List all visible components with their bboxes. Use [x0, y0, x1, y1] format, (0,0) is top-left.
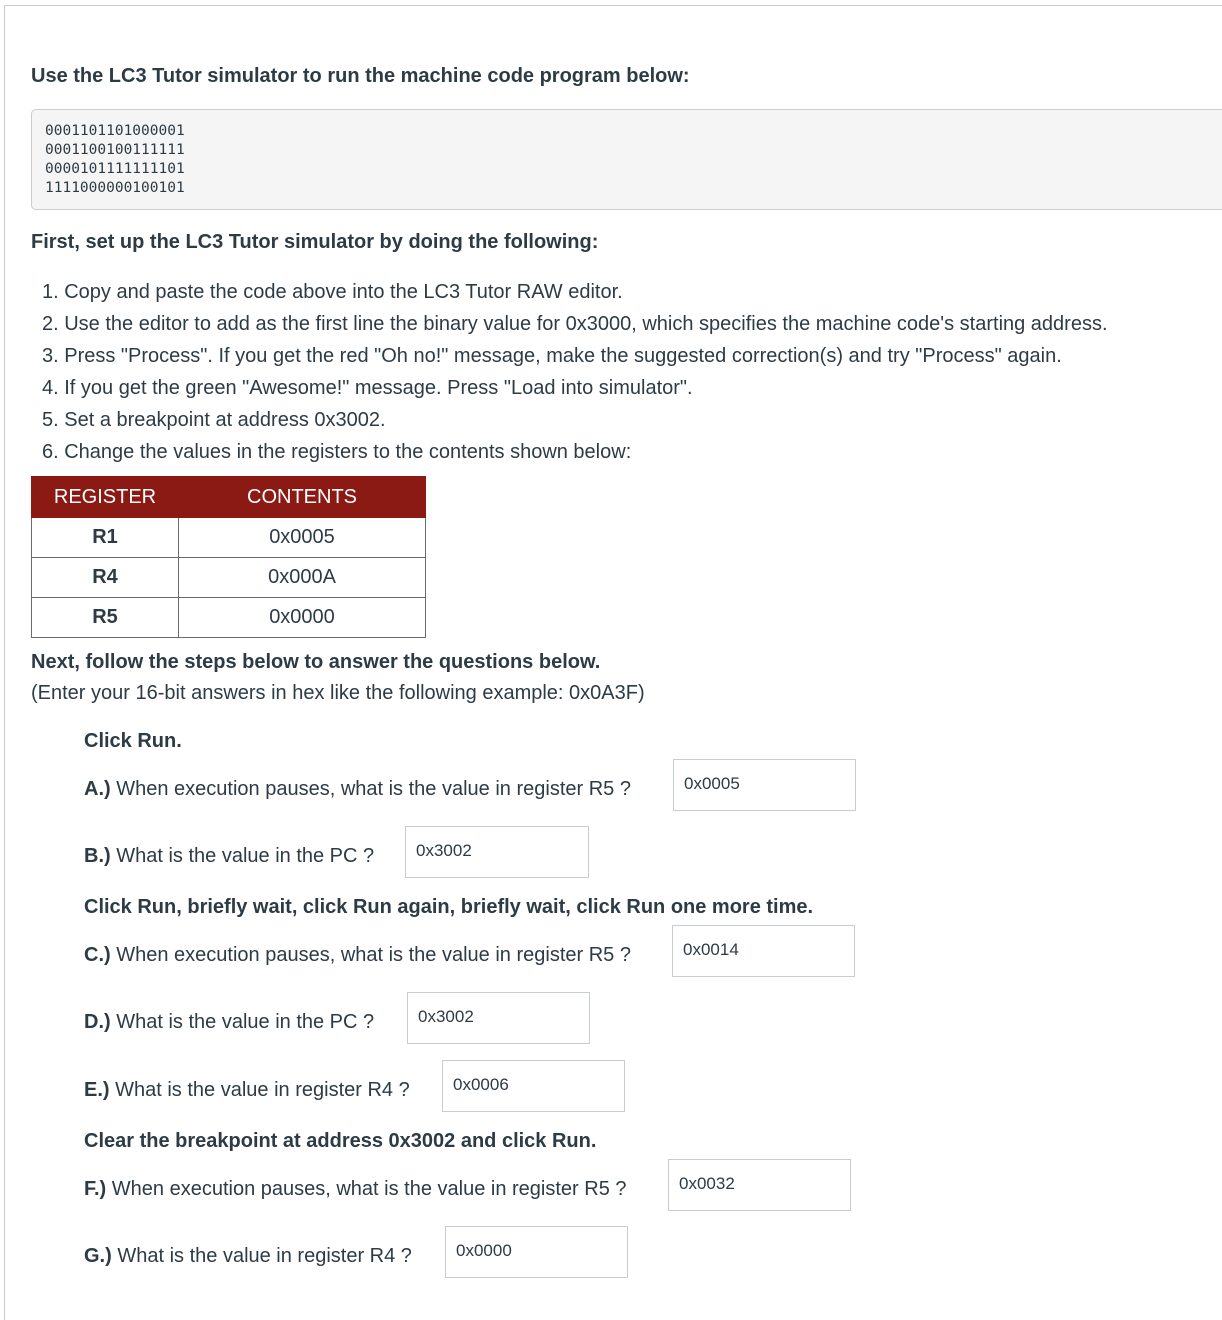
question-b [84, 845, 374, 868]
setup-step: 2. Use the editor to add as the first line the binary value for 0x3000, which specifies the machine code's starting address. [42, 313, 1108, 335]
answer-input-g[interactable]: 0x0000 [445, 1226, 628, 1278]
setup-heading: First, set up the LC3 Tutor simulator by doing the following: [31, 231, 599, 253]
question-c [84, 944, 631, 967]
question-label: D.) [84, 1011, 111, 1033]
question-a [84, 778, 631, 801]
question-text: When execution pauses, what is the value in register R5 ? [116, 778, 631, 800]
register-name-cell: R1 [32, 518, 179, 558]
answer-input-f[interactable]: 0x0032 [668, 1159, 851, 1211]
question-label: G.) [84, 1245, 112, 1267]
code-line: 0001100100111111 [45, 142, 185, 158]
code-line: 1111000000100101 [45, 180, 185, 196]
question-text: When execution pauses, what is the value in register R5 ? [116, 944, 631, 966]
table-row [32, 598, 426, 638]
setup-step: 1. Copy and paste the code above into the LC3 Tutor RAW editor. [42, 281, 623, 303]
register-name-cell: R5 [32, 598, 179, 638]
answer-input-a[interactable]: 0x0005 [673, 759, 856, 811]
register-value-cell: 0x0005 [179, 518, 426, 558]
question-g [84, 1245, 412, 1268]
question-label: E.) [84, 1079, 110, 1101]
question-text: What is the value in the PC ? [116, 1011, 375, 1033]
question-text: What is the value in register R4 ? [117, 1245, 412, 1267]
question-f [84, 1178, 627, 1201]
question-label: B.) [84, 845, 111, 867]
setup-step: 5. Set a breakpoint at address 0x3002. [42, 409, 386, 431]
instruction-click-run-three-times: Click Run, briefly wait, click Run again, briefly wait, click Run one more time. [84, 896, 814, 918]
setup-step: 6. Change the values in the registers to the contents shown below: [42, 441, 632, 463]
question-d [84, 1011, 374, 1034]
answer-input-c[interactable]: 0x0014 [672, 925, 855, 977]
answer-input-e[interactable]: 0x0006 [442, 1060, 625, 1112]
setup-steps-list [42, 276, 1108, 468]
table-row [32, 518, 426, 558]
content-frame-top-border [4, 5, 1222, 6]
register-table [31, 476, 426, 638]
table-row [32, 558, 426, 598]
instruction-clear-breakpoint: Clear the breakpoint at address 0x3002 and click Run. [84, 1130, 597, 1152]
next-heading: Next, follow the steps below to answer the questions below. [31, 651, 601, 673]
question-e [84, 1079, 410, 1102]
question-text: When execution pauses, what is the value in register R5 ? [111, 1178, 627, 1200]
answer-input-d[interactable]: 0x3002 [407, 992, 590, 1044]
question-label: C.) [84, 944, 111, 966]
code-line: 0000101111111101 [45, 161, 185, 177]
setup-step: 3. Press "Process". If you get the red "Oh no!" message, make the suggested correction(s) and try "Process" again. [42, 345, 1062, 367]
setup-step: 4. If you get the green "Awesome!" message. Press "Load into simulator". [42, 377, 693, 399]
answer-format-note: (Enter your 16-bit answers in hex like the following example: 0x0A3F) [31, 682, 645, 704]
register-value-cell: 0x0000 [179, 598, 426, 638]
question-text: What is the value in the PC ? [116, 845, 375, 867]
register-table-header-row [32, 477, 426, 518]
intro-heading: Use the LC3 Tutor simulator to run the machine code program below: [31, 65, 690, 87]
register-value-cell: 0x000A [179, 558, 426, 598]
instruction-click-run: Click Run. [84, 730, 182, 752]
answer-input-b[interactable]: 0x3002 [405, 826, 589, 878]
register-column-header: REGISTER [32, 477, 179, 518]
question-text: What is the value in register R4 ? [115, 1079, 410, 1101]
code-line: 0001101101000001 [45, 123, 185, 139]
contents-column-header: CONTENTS [179, 477, 426, 518]
code-block [31, 109, 1222, 210]
content-frame-left-border [4, 5, 5, 1320]
question-label: A.) [84, 778, 111, 800]
question-label: F.) [84, 1178, 107, 1200]
register-name-cell: R4 [32, 558, 179, 598]
